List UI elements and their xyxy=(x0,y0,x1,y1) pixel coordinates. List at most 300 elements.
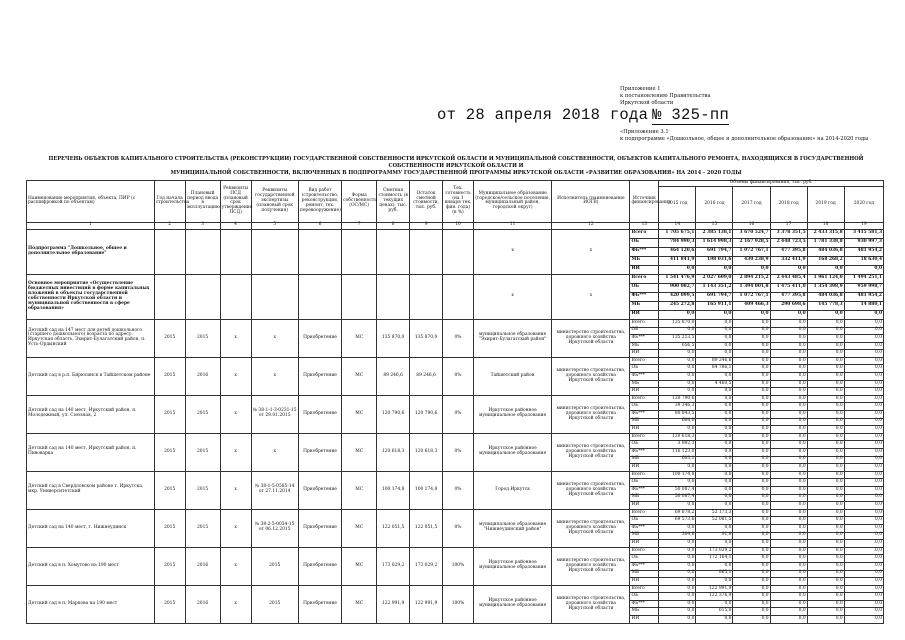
object-c7: МС xyxy=(342,357,377,395)
funding-value: 0,0 xyxy=(844,403,883,411)
funding-value: 116 123,0 xyxy=(659,449,696,457)
funding-value: 0,0 xyxy=(807,532,844,540)
column-number-cell: 17 xyxy=(770,222,807,229)
funding-source: МБ xyxy=(630,608,659,616)
empty-cell xyxy=(185,229,220,274)
funding-value: 0,0 xyxy=(844,562,883,570)
funding-value: 1 354 398,9 xyxy=(807,283,844,292)
object-executor: министерство строительства, дорожного хозяйства Иркутской области xyxy=(552,585,630,623)
object-c5: x xyxy=(251,319,298,357)
funding-source: ОБ xyxy=(630,238,659,247)
funding-value: 245 272,8 xyxy=(659,301,696,310)
funding-source: ИИ xyxy=(630,265,659,274)
object-c6: Приобретение xyxy=(298,395,341,433)
funding-value: 0,0 xyxy=(696,600,733,608)
object-c6: Приобретение xyxy=(298,471,341,509)
funding-value: 52 173,3 xyxy=(696,509,733,517)
column-number-cell: 10 xyxy=(443,222,474,229)
object-c4: x xyxy=(220,319,251,357)
object-row xyxy=(27,585,884,593)
funding-value: 0,0 xyxy=(659,426,696,434)
funding-value: 2 894 215,2 xyxy=(733,274,770,283)
funding-value: 0,0 xyxy=(659,555,696,563)
funding-value: 0,0 xyxy=(844,532,883,540)
funding-value: 0,0 xyxy=(770,600,807,608)
object-c4: x xyxy=(220,547,251,585)
funding-source: ИИ xyxy=(630,464,659,472)
funding-value: 0,0 xyxy=(807,327,844,335)
funding-value: 0,0 xyxy=(844,608,883,616)
funding-value: 80 843,5 xyxy=(659,411,696,419)
funding-value: 865,1 xyxy=(696,570,733,578)
funding-value: 0,0 xyxy=(770,509,807,517)
funding-value: 0,0 xyxy=(770,608,807,616)
funding-source: Всего xyxy=(630,433,659,441)
funding-value: 0,0 xyxy=(733,433,770,441)
object-c2: 2015 xyxy=(154,433,185,471)
funding-value: 0,0 xyxy=(733,593,770,601)
funding-value: 0,0 xyxy=(807,547,844,555)
object-name: Детский сад на 147 мест для детей дошкольного (старшего дошкольного) возраста по адресу: Иркутская область, Эхирит-Булагатский район, п. Усть-Ордынский xyxy=(27,319,155,357)
funding-value: 0,0 xyxy=(807,265,844,274)
funding-value: 0,0 xyxy=(733,380,770,388)
object-c7: МС xyxy=(342,433,377,471)
object-c6: Приобретение xyxy=(298,357,341,395)
funding-value: 0,0 xyxy=(807,403,844,411)
funding-value: 14 880,1 xyxy=(844,301,883,310)
funding-value: 0,0 xyxy=(659,373,696,381)
object-name: Детский сад в р.п. Бирюсинск в Тайшетском районе xyxy=(27,357,155,395)
funding-source: ИИ xyxy=(630,502,659,510)
funding-value: 2 443 485,4 xyxy=(770,274,807,283)
measure-row xyxy=(27,274,884,283)
funding-value: 0,0 xyxy=(696,418,733,426)
funding-value: 0,0 xyxy=(807,600,844,608)
funding-value: 0,0 xyxy=(770,342,807,350)
funding-value: 332 411,9 xyxy=(770,256,807,265)
funding-value: 0,0 xyxy=(807,388,844,396)
column-number-cell: 12 xyxy=(552,222,630,229)
funding-value: 0,0 xyxy=(844,426,883,434)
object-row xyxy=(27,433,884,441)
funding-value: 0,0 xyxy=(844,509,883,517)
funding-source: ИИ xyxy=(630,350,659,358)
funding-value: 0,0 xyxy=(696,616,733,624)
funding-value: 1 614 998,3 xyxy=(696,238,733,247)
funding-value: 1 705 675,1 xyxy=(659,229,696,238)
funding-value: 0,0 xyxy=(659,350,696,358)
object-c6: Приобретение xyxy=(298,509,341,547)
object-name: Подпрограмма "Дошкольное, общее и дополнительное образование" xyxy=(27,229,155,274)
funding-value: 0,0 xyxy=(807,373,844,381)
funding-source: МБ xyxy=(630,456,659,464)
funding-value: 0,0 xyxy=(696,433,733,441)
funding-value: 2 027 609,0 xyxy=(696,274,733,283)
approval-line-1: Приложение 1 xyxy=(620,86,661,92)
funding-source: ФБ*** xyxy=(630,600,659,608)
object-name: Детский сад на 140 мест, Иркутский район, п. Пивоварка xyxy=(27,433,155,471)
funding-value: 0,0 xyxy=(770,464,807,472)
column-number-cell: 5 xyxy=(251,222,298,229)
object-row xyxy=(27,509,884,517)
object-c9: 122 051,5 xyxy=(410,509,443,547)
funding-value: 120 618,3 xyxy=(659,433,696,441)
funding-value: 0,0 xyxy=(733,524,770,532)
funding-value: 0,0 xyxy=(770,426,807,434)
funding-value: 0,0 xyxy=(733,486,770,494)
funding-value: 0,0 xyxy=(807,524,844,532)
funding-value: 0,0 xyxy=(696,310,733,319)
funding-value: 0,0 xyxy=(733,540,770,548)
title-line-1: ПЕРЕЧЕНЬ ОБЪЕКТОВ КАПИТАЛЬНОГО СТРОИТЕЛЬСТВА (РЕКОНСТРУКЦИИ) ГОСУДАРСТВЕННОЙ СОБСТВЕННОСТИ ИРКУТСКОЙ ОБЛАСТИ И МУНИЦИПАЛЬНОЙ СОБСТВЕННОСТИ, ОБЪЕКТОВ КАПИТАЛЬНОГО РЕМОНТА, НАХОДЯЩИХСЯ В ГОСУДАРСТВЕННОЙ СОБСТВЕННОСТИ ИРКУТСКОЙ ОБЛАСТИ И xyxy=(48,156,864,169)
funding-source: ФБ*** xyxy=(630,335,659,343)
funding-value: 0,0 xyxy=(807,562,844,570)
empty-cell xyxy=(251,229,298,274)
funding-value: 0,0 xyxy=(844,265,883,274)
funding-value: 0,0 xyxy=(659,562,696,570)
funding-value: 0,0 xyxy=(770,524,807,532)
funding-source: ОБ xyxy=(630,327,659,335)
funding-value: 135 213,5 xyxy=(659,335,696,343)
funding-value: 0,0 xyxy=(696,479,733,487)
funding-value: 0,0 xyxy=(770,403,807,411)
funding-value: 0,0 xyxy=(807,342,844,350)
object-c8: 100 174,8 xyxy=(377,471,410,509)
funding-value: 0,0 xyxy=(770,471,807,479)
funding-value: 0,0 xyxy=(770,494,807,502)
object-c4: x xyxy=(220,585,251,623)
funding-value: 0,0 xyxy=(659,380,696,388)
funding-value: 0,0 xyxy=(807,593,844,601)
object-c4: x xyxy=(220,395,251,433)
funding-value: 0,0 xyxy=(770,373,807,381)
funding-value: 691 794,7 xyxy=(696,247,733,256)
funding-value: 0,0 xyxy=(733,441,770,449)
funding-source: Всего xyxy=(630,357,659,365)
funding-value: 604,0 xyxy=(659,418,696,426)
funding-value: 1 494 251,1 xyxy=(844,274,883,283)
object-c3: 2016 xyxy=(185,357,220,395)
funding-value: 0,0 xyxy=(770,540,807,548)
funding-value: 100 174,8 xyxy=(659,471,696,479)
object-municipality: x xyxy=(473,274,551,319)
funding-value: 0,0 xyxy=(770,441,807,449)
funding-value: 477 395,8 xyxy=(770,247,807,256)
table-header xyxy=(27,181,884,230)
funding-value: 0,0 xyxy=(696,502,733,510)
funding-value: 0,0 xyxy=(770,502,807,510)
funding-value: 0,0 xyxy=(844,570,883,578)
funding-value: 304,6 xyxy=(659,532,696,540)
funding-value: 0,0 xyxy=(733,494,770,502)
object-c10: 0% xyxy=(443,357,474,395)
object-name: Детский сад на 140 мест, Иркутский район, п. Молодежный, ул. Союзная, 2 xyxy=(27,395,155,433)
funding-value: 0,0 xyxy=(659,547,696,555)
header-col-1: Наименование мероприятия, объекта, ПИР (с расшифровкой по объектам) xyxy=(27,181,155,223)
object-c7: МС xyxy=(342,509,377,547)
funding-value: 0,0 xyxy=(733,608,770,616)
funding-value: 0,0 xyxy=(733,570,770,578)
object-c5: x xyxy=(251,433,298,471)
funding-source: ФБ*** xyxy=(630,247,659,256)
funding-value: 900 082,7 xyxy=(659,283,696,292)
funding-value: 2 448 723,5 xyxy=(770,238,807,247)
funding-value: 477 395,8 xyxy=(770,292,807,301)
funding-value: 0,0 xyxy=(696,265,733,274)
funding-value: 0,0 xyxy=(659,578,696,586)
funding-value: 411 841,9 xyxy=(659,256,696,265)
funding-value: 69 878,2 xyxy=(659,509,696,517)
object-c8: 173 029,2 xyxy=(377,547,410,585)
funding-source: ОБ xyxy=(630,441,659,449)
funding-value: 84 786,1 xyxy=(696,365,733,373)
funding-value: 50 087,4 xyxy=(659,486,696,494)
funding-source: ОБ xyxy=(630,479,659,487)
empty-cell xyxy=(377,229,410,274)
funding-value: 0,0 xyxy=(733,350,770,358)
funding-value: 0,0 xyxy=(733,403,770,411)
header-year-2018: 2018 год xyxy=(770,186,807,222)
funding-value: 120 790,6 xyxy=(659,395,696,403)
funding-value: 0,0 xyxy=(696,319,733,327)
funding-value: 0,0 xyxy=(659,540,696,548)
object-c10: 0% xyxy=(443,395,474,433)
object-c9: 135 870,0 xyxy=(410,319,443,357)
funding-source: ИИ xyxy=(630,540,659,548)
funding-value: 0,0 xyxy=(696,578,733,586)
empty-cell xyxy=(342,274,377,319)
funding-value: 0,0 xyxy=(844,547,883,555)
funding-value: 0,0 xyxy=(844,540,883,548)
funding-value: 959 998,7 xyxy=(844,283,883,292)
object-c7: МС xyxy=(342,585,377,623)
funding-value: 0,0 xyxy=(770,486,807,494)
funding-value: 0,0 xyxy=(659,479,696,487)
funding-value: 0,0 xyxy=(733,426,770,434)
object-c3: 2015 xyxy=(185,509,220,547)
object-c10: 0% xyxy=(443,509,474,547)
funding-value: 420 099,5 xyxy=(659,292,696,301)
funding-value: 0,0 xyxy=(844,456,883,464)
empty-cell xyxy=(298,229,341,274)
funding-value: 0,0 xyxy=(844,593,883,601)
funding-value: 0,0 xyxy=(807,509,844,517)
object-executor: министерство строительства, дорожного хозяйства Иркутской области xyxy=(552,395,630,433)
object-name: Детский сад на 140 мест, г. Нижнеудинск xyxy=(27,509,155,547)
funding-value: 290 698,6 xyxy=(770,301,807,310)
column-number-cell: 3 xyxy=(185,222,220,229)
funding-value: 2 167 928,5 xyxy=(733,238,770,247)
funding-value: 0,0 xyxy=(733,502,770,510)
empty-cell xyxy=(251,274,298,319)
decree-date-text: от 28 апреля 2018 года xyxy=(437,106,649,124)
header-col-6: Вид работ (строительство, реконструкция, ремонт, тех. перевооружение) xyxy=(298,181,341,223)
funding-value: 0,0 xyxy=(807,540,844,548)
funding-value: 0,0 xyxy=(844,524,883,532)
funding-value: 0,0 xyxy=(659,608,696,616)
funding-value: 0,0 xyxy=(733,310,770,319)
funding-source: Всего xyxy=(630,319,659,327)
funding-source: ФБ*** xyxy=(630,411,659,419)
funding-value: 0,0 xyxy=(770,411,807,419)
funding-source: ИИ xyxy=(630,578,659,586)
funding-value: 0,0 xyxy=(844,486,883,494)
object-c2: 2015 xyxy=(154,395,185,433)
column-number-cell: 15 xyxy=(696,222,733,229)
title-line-2: МУНИЦИПАЛЬНОЙ СОБСТВЕННОСТИ, ВКЛЮЧЕННЫХ В ПОДПРОГРАММУ ГОСУДАРСТВЕННОЙ ПРОГРАММЫ ИРКУТСКОЙ ОБЛАСТИ «РАЗВИТИЕ ОБРАЗОВАНИЯ» НА 2014 - 2020 ГОДЫ xyxy=(170,170,742,176)
funding-value: 122 991,9 xyxy=(696,585,733,593)
funding-value: 0,0 xyxy=(807,464,844,472)
funding-source: Всего xyxy=(630,229,659,238)
funding-source: ФБ*** xyxy=(630,562,659,570)
object-c5: № 38-2-5-0034-15 от 06.12.2015 xyxy=(251,509,298,547)
object-c8: 120 790,6 xyxy=(377,395,410,433)
funding-value: 0,0 xyxy=(733,388,770,396)
funding-source: ФБ*** xyxy=(630,373,659,381)
funding-value: 484 036,8 xyxy=(807,247,844,256)
object-c8: 89 246,6 xyxy=(377,357,410,395)
funding-value: 0,0 xyxy=(844,350,883,358)
funding-value: 122 376,9 xyxy=(696,593,733,601)
funding-source: ОБ xyxy=(630,403,659,411)
object-c4: x xyxy=(220,433,251,471)
funding-value: 0,0 xyxy=(770,433,807,441)
funding-value: 0,0 xyxy=(733,342,770,350)
funding-value: 1 072 767,1 xyxy=(733,292,770,301)
funding-value: 0,0 xyxy=(844,418,883,426)
funding-value: 91,8 xyxy=(696,532,733,540)
funding-value: 173 029,2 xyxy=(696,547,733,555)
funding-value: 0,0 xyxy=(807,418,844,426)
object-c9: 122 991,9 xyxy=(410,585,443,623)
object-municipality: муниципальное образование "Эхирит-Булагатский район" xyxy=(473,319,551,357)
appendix-line-2: к подпрограмме «Дошкольное, общее и дополнительное образование» на 2014-2020 годы xyxy=(620,136,869,142)
object-c4: x xyxy=(220,509,251,547)
object-c2: 2015 xyxy=(154,509,185,547)
funding-value: 0,0 xyxy=(807,441,844,449)
object-c2: 2015 xyxy=(154,471,185,509)
object-name: Детский сад в п. Хомутово на 190 мест xyxy=(27,547,155,585)
funding-source: ФБ*** xyxy=(630,292,659,301)
object-c9: 100 174,8 xyxy=(410,471,443,509)
funding-value: 0,0 xyxy=(733,616,770,624)
funding-value: 0,0 xyxy=(733,532,770,540)
funding-value: 0,0 xyxy=(659,464,696,472)
funding-value: 1 781 338,8 xyxy=(807,238,844,247)
funding-value: 0,0 xyxy=(807,517,844,525)
funding-value: 0,0 xyxy=(844,380,883,388)
funding-value: 0,0 xyxy=(733,373,770,381)
subprogram-row xyxy=(27,229,884,238)
header-year-2019: 2019 год xyxy=(807,186,844,222)
funding-value: 0,0 xyxy=(733,517,770,525)
funding-source: МБ xyxy=(630,418,659,426)
funding-value: 0,0 xyxy=(844,600,883,608)
object-executor: министерство строительства, дорожного хозяйства Иркутской области xyxy=(552,547,630,585)
object-c2: 2015 xyxy=(154,585,185,623)
object-municipality: муниципальное образование "Нижнеудинский район" xyxy=(473,509,551,547)
funding-value: 0,0 xyxy=(844,616,883,624)
funding-value: 430 238,9 xyxy=(733,256,770,265)
appendix-line-1: «Приложение 3.1 xyxy=(620,129,669,135)
object-c5: x xyxy=(251,357,298,395)
funding-value: 145 778,3 xyxy=(807,301,844,310)
funding-value: 69 573,6 xyxy=(659,517,696,525)
object-row xyxy=(27,319,884,327)
funding-value: 0,0 xyxy=(770,593,807,601)
funding-value: 0,0 xyxy=(733,411,770,419)
funding-value: 0,0 xyxy=(770,517,807,525)
funding-value: 0,0 xyxy=(770,418,807,426)
funding-value: 0,0 xyxy=(696,449,733,457)
approval-line-2: к постановлению Правительства xyxy=(620,93,711,99)
funding-source: Всего xyxy=(630,471,659,479)
funding-value: 0,0 xyxy=(844,365,883,373)
funding-value: 1 394 001,8 xyxy=(733,283,770,292)
funding-value: 0,0 xyxy=(733,418,770,426)
funding-value: 0,0 xyxy=(807,319,844,327)
funding-value: 52 081,5 xyxy=(696,517,733,525)
object-executor: министерство строительства, дорожного хозяйства Иркутской области xyxy=(552,319,630,357)
empty-cell xyxy=(410,229,443,274)
funding-source: Всего xyxy=(630,509,659,517)
object-c10: 100% xyxy=(443,585,474,623)
object-c3: 2016 xyxy=(185,585,220,623)
funding-value: 0,0 xyxy=(807,479,844,487)
decree-number: № 325-пп xyxy=(652,106,730,124)
funding-value: 0,0 xyxy=(807,395,844,403)
funding-value: 0,0 xyxy=(659,593,696,601)
funding-value: 0,0 xyxy=(659,524,696,532)
header-financing: Объемы финансирования, тыс. руб. xyxy=(659,181,884,187)
funding-value: 0,0 xyxy=(770,532,807,540)
empty-cell xyxy=(154,229,185,274)
object-c8: 120 618,3 xyxy=(377,433,410,471)
funding-value: 0,0 xyxy=(807,486,844,494)
funding-value: 691 794,7 xyxy=(696,292,733,301)
funding-source: ОБ xyxy=(630,283,659,292)
object-c5: № 38-1-5-0585-14 от 27.11.2014 xyxy=(251,471,298,509)
funding-value: 0,0 xyxy=(807,555,844,563)
funding-value: 0,0 xyxy=(770,327,807,335)
header-year-2020: 2020 год xyxy=(844,186,883,222)
object-c10: 0% xyxy=(443,471,474,509)
funding-value: 0,0 xyxy=(770,310,807,319)
funding-value: 0,0 xyxy=(733,265,770,274)
funding-value: 0,0 xyxy=(807,456,844,464)
funding-value: 89 246,6 xyxy=(696,357,733,365)
object-c3: 2016 xyxy=(185,547,220,585)
header-col-2: Год начала строительства xyxy=(154,181,185,223)
header-year-2017: 2017 год xyxy=(733,186,770,222)
funding-source: МБ xyxy=(630,570,659,578)
funding-value: 0,0 xyxy=(807,357,844,365)
funding-value: 0,0 xyxy=(733,357,770,365)
header-col-3: Плановый период ввода в эксплуатацию xyxy=(185,181,220,223)
funding-value: 0,0 xyxy=(770,380,807,388)
funding-value: 0,0 xyxy=(659,388,696,396)
funding-value: 0,0 xyxy=(696,373,733,381)
funding-value: 0,0 xyxy=(733,555,770,563)
funding-value: 0,0 xyxy=(807,380,844,388)
funding-value: 0,0 xyxy=(807,578,844,586)
object-municipality: x xyxy=(473,229,551,274)
object-c3: 2015 xyxy=(185,471,220,509)
object-municipality: Город Иркутск xyxy=(473,471,551,509)
funding-value: 1 072 767,1 xyxy=(733,247,770,256)
funding-value: 0,0 xyxy=(844,395,883,403)
empty-cell xyxy=(443,229,474,274)
